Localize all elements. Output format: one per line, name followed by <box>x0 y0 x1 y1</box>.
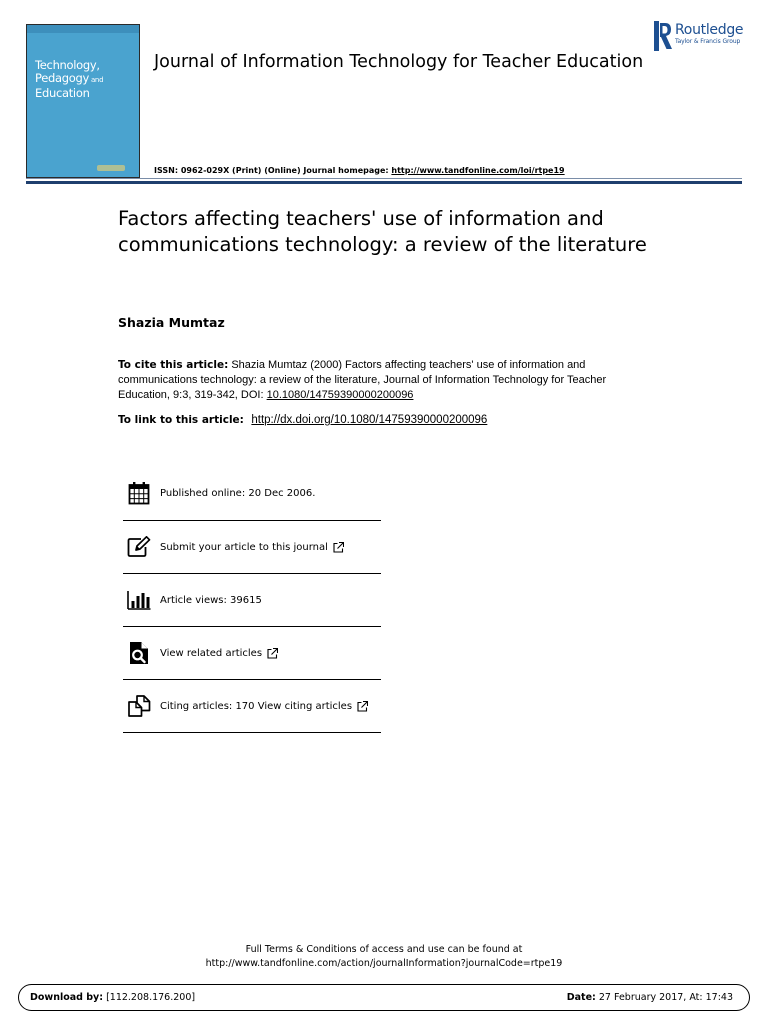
submit-article-link[interactable] <box>160 542 344 553</box>
submit-article-label: Submit your article to this journal <box>160 541 328 553</box>
journal-homepage-link[interactable]: http://www.tandfonline.com/loi/rtpe19 <box>391 166 565 175</box>
cover-title-line1: Technology, <box>35 58 100 72</box>
bar-chart-icon <box>126 587 152 613</box>
article-views-label: Article views: 39615 <box>160 594 262 606</box>
terms-note-line1: Full Terms & Conditions of access and use can be found at <box>245 944 523 955</box>
cite-text: Shazia Mumtaz (2000) Factors affecting teachers' use of information and communications technology: a review of the literature, Journal of Information Technology for Teacher Education, 9:3, 319-342, DOI: <box>118 359 607 401</box>
publisher-group: Taylor & Francis Group <box>675 38 741 45</box>
external-link-icon <box>357 701 368 712</box>
download-date-label: Date: <box>566 992 596 1003</box>
cover-title-line3: Education <box>35 86 90 100</box>
edit-pencil-icon <box>126 534 152 560</box>
external-link-icon <box>267 648 278 659</box>
calendar-icon <box>126 480 152 506</box>
article-meta-list <box>123 466 381 733</box>
citing-articles-row[interactable] <box>123 680 381 733</box>
link-label: To link to this article: <box>118 414 244 426</box>
download-by-label: Download by: <box>30 992 104 1003</box>
journal-title: Journal of Information Technology for Teacher Education <box>154 52 644 72</box>
related-articles-label: View related articles <box>160 647 263 659</box>
article-author: Shazia Mumtaz <box>118 315 225 330</box>
download-info-bar <box>18 984 750 1011</box>
terms-conditions-note <box>0 943 768 971</box>
cover-title <box>35 59 103 100</box>
search-document-icon <box>126 640 152 666</box>
download-by <box>30 992 195 1003</box>
submit-article-row[interactable] <box>123 521 381 574</box>
article-link-line <box>118 413 487 426</box>
publisher-logo <box>654 21 743 51</box>
cover-title-line2-small: and <box>90 76 104 84</box>
issn-line <box>154 166 565 175</box>
header-rule-thin <box>26 178 742 179</box>
published-online-label: Published online: 20 Dec 2006. <box>160 487 316 499</box>
header-rule-thick <box>26 181 742 184</box>
download-date-value: 27 February 2017, At: 17:43 <box>598 992 733 1003</box>
external-link-icon <box>333 542 344 553</box>
related-articles-link[interactable] <box>160 648 278 659</box>
cover-publisher-logo <box>97 165 125 171</box>
published-online-row <box>123 466 381 521</box>
citing-documents-icon <box>126 693 152 719</box>
cite-label: To cite this article: <box>118 359 229 371</box>
routledge-r-icon <box>654 21 672 51</box>
citation-block <box>118 358 638 403</box>
journal-cover-image <box>26 24 140 178</box>
terms-note-url[interactable]: http://www.tandfonline.com/action/journalInformation?journalCode=rtpe19 <box>205 958 563 969</box>
download-by-value: [112.208.176.200] <box>106 992 196 1003</box>
cite-doi-link[interactable]: 10.1080/14759390000200096 <box>266 389 414 401</box>
article-title: Factors affecting teachers' use of information and communications technology: a review of the literature <box>118 207 647 256</box>
related-articles-row[interactable] <box>123 627 381 680</box>
cover-top-band <box>27 25 139 33</box>
citing-articles-link[interactable] <box>160 701 368 712</box>
download-date <box>567 992 733 1003</box>
publisher-name: Routledge <box>675 22 744 38</box>
article-views-row <box>123 574 381 627</box>
citing-articles-label: Citing articles: 170 View citing articles <box>160 700 353 712</box>
issn-text: ISSN: 0962-029X (Print) (Online) Journal homepage: <box>154 166 389 175</box>
cover-title-line2: Pedagogy <box>35 71 89 85</box>
article-doi-url-link[interactable]: http://dx.doi.org/10.1080/14759390000200096 <box>251 414 488 426</box>
